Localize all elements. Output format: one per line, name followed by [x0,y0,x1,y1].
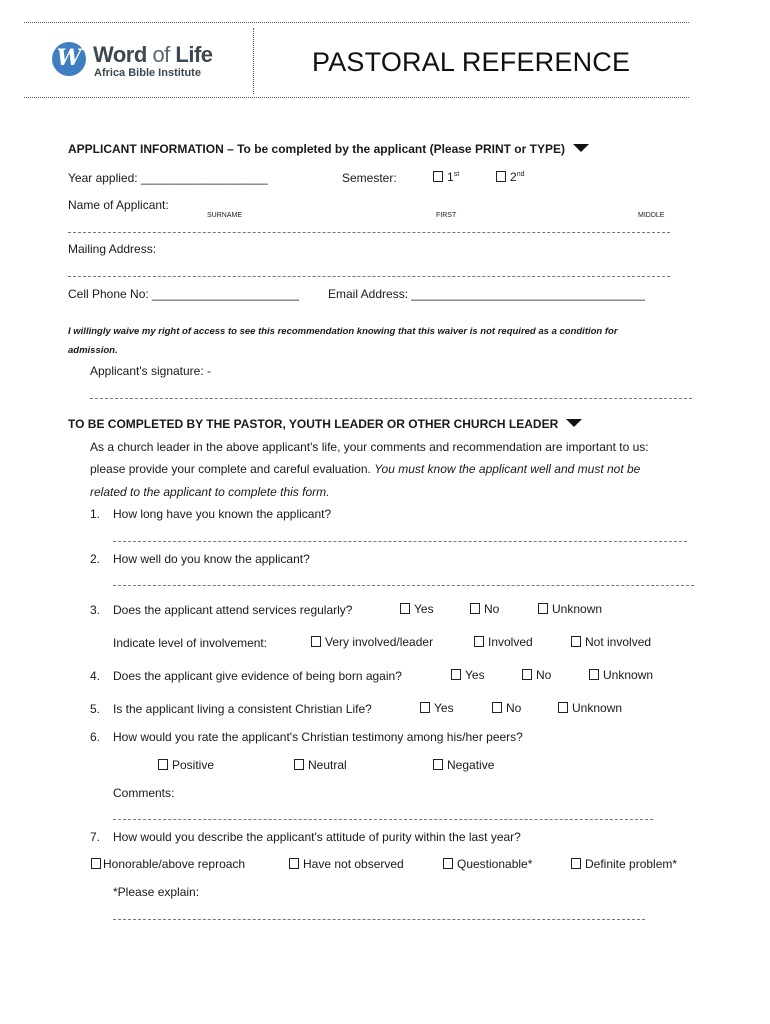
checkbox-icon[interactable] [433,171,443,182]
question-2-answer-line[interactable] [113,585,694,586]
checkbox-icon[interactable] [91,858,101,869]
page-title: PASTORAL REFERENCE [312,47,631,77]
q3-unknown-label: Unknown [552,602,603,616]
question-6-text: How would you rate the applicant's Christian testimony among his/her peers? [113,730,523,744]
question-4-text: Does the applicant give evidence of being born again? [113,669,402,683]
q5-unknown-label: Unknown [572,701,623,715]
semester-option-1[interactable] [433,170,459,184]
email-field[interactable]: Email Address: ___________________________________ [328,287,645,301]
q7-definite-problem-label: Definite problem* [585,857,678,871]
q6-option-neutral[interactable] [294,758,347,772]
semester-label: Semester: [342,171,397,185]
name-label: Name of Applicant: [68,198,169,212]
checkbox-icon[interactable] [492,702,502,713]
checkbox-icon[interactable] [451,669,461,680]
question-1-number: 1. [90,507,101,521]
checkbox-icon[interactable] [522,669,532,680]
surname-caption: SURNAME [207,212,243,219]
checkbox-icon[interactable] [433,759,443,770]
intro-line-2 [90,462,640,476]
semester-1-label: 1 [447,170,454,184]
q6-option-negative[interactable] [433,758,494,772]
question-1-answer-line[interactable] [113,541,687,542]
applicant-heading-text: APPLICANT INFORMATION – To be completed by the applicant (Please PRINT or TYPE) [68,142,565,156]
q7-questionable-label: Questionable* [457,857,533,871]
triangle-down-icon [566,419,582,427]
q7-option-definite-problem[interactable] [571,857,677,871]
q4-option-unknown[interactable] [589,668,653,682]
semester-1-sup: st [453,171,460,178]
intro-line-2-italic: You must know the applicant well and must not be [374,462,641,476]
question-5-number: 5. [90,702,101,716]
mailing-address-label: Mailing Address: [68,242,157,256]
q4-unknown-label: Unknown [603,668,654,682]
header-top-border [24,22,689,23]
checkbox-icon[interactable] [158,759,168,770]
q3-yes-label: Yes [414,602,434,616]
q5-option-no[interactable] [492,701,521,715]
q6-option-positive[interactable] [158,758,214,772]
logo-of: of [152,42,170,67]
semester-option-2[interactable] [496,170,524,184]
signature-line[interactable] [90,398,692,399]
q7-option-questionable[interactable] [443,857,532,871]
header-divider [253,28,254,94]
q3-no-label: No [484,602,500,616]
q5-no-label: No [506,701,522,715]
intro-line-2-plain: please provide your complete and careful evaluation. [90,462,371,476]
q7-honorable-label: Honorable/above reproach [103,857,246,871]
q4-no-label: No [536,668,552,682]
involvement-option-very[interactable] [311,635,433,649]
q3-option-yes[interactable] [400,602,434,616]
checkbox-icon[interactable] [420,702,430,713]
q6-positive-label: Positive [172,758,215,772]
q6-neutral-label: Neutral [308,758,347,772]
q7-not-observed-label: Have not observed [303,857,404,871]
checkbox-icon[interactable] [294,759,304,770]
logo-word: Word [93,42,147,67]
question-2-text: How well do you know the applicant? [113,552,310,566]
q7-option-not-observed[interactable] [289,857,404,871]
question-3-text: Does the applicant attend services regularly? [113,603,353,617]
name-input-line[interactable] [68,232,670,233]
checkbox-icon[interactable] [538,603,548,614]
logo-life: Life [175,42,213,67]
checkbox-icon[interactable] [474,636,484,647]
involvement-option-not[interactable] [571,635,651,649]
question-5-text: Is the applicant living a consistent Christian Life? [113,702,372,716]
q5-option-yes[interactable] [420,701,454,715]
question-1-text: How long have you known the applicant? [113,507,332,521]
logo-icon [52,42,86,76]
intro-line-1: As a church leader in the above applicant's life, your comments and recommendation are important to us: [90,440,649,454]
semester-2-label: 2 [510,170,517,184]
applicant-section-heading [68,142,589,156]
cell-phone-field[interactable]: Cell Phone No: ______________________ [68,287,299,301]
triangle-down-icon [573,144,589,152]
involvement-not-label: Not involved [585,635,652,649]
year-applied-label: Year applied: ___________________ [68,171,268,185]
checkbox-icon[interactable] [571,858,581,869]
q4-option-yes[interactable] [451,668,485,682]
q3-option-unknown[interactable] [538,602,602,616]
signature-label: Applicant's signature: - [90,364,212,378]
q3-option-no[interactable] [470,602,499,616]
comments-label: Comments: [113,786,175,800]
checkbox-icon[interactable] [496,171,506,182]
checkbox-icon[interactable] [571,636,581,647]
explain-line[interactable] [113,919,645,920]
checkbox-icon[interactable] [289,858,299,869]
q4-option-no[interactable] [522,668,551,682]
q7-option-honorable[interactable] [91,857,245,871]
q5-yes-label: Yes [434,701,454,715]
checkbox-icon[interactable] [589,669,599,680]
q4-yes-label: Yes [465,668,485,682]
pastor-heading-text: TO BE COMPLETED BY THE PASTOR, YOUTH LEADER OR OTHER CHURCH LEADER [68,417,559,431]
question-4-number: 4. [90,669,101,683]
intro-line-3: related to the applicant to complete this form. [90,485,330,499]
checkbox-icon[interactable] [558,702,568,713]
question-3-number: 3. [90,603,101,617]
logo-subtitle: Africa Bible Institute [94,67,201,79]
semester-2-sup: nd [516,171,525,178]
logo-name [93,42,213,68]
checkbox-icon[interactable] [470,603,480,614]
involvement-involved-label: Involved [488,635,533,649]
pastor-section-heading [68,417,582,431]
involvement-option-involved[interactable] [474,635,533,649]
waiver-text-line1: I willingly waive my right of access to see this recommendation knowing that this waiver is not required as a condition for [68,326,618,337]
header-bottom-border [24,97,689,98]
question-7-text: How would you describe the applicant's attitude of purity within the last year? [113,830,521,844]
checkbox-icon[interactable] [311,636,321,647]
checkbox-icon[interactable] [443,858,453,869]
q5-option-unknown[interactable] [558,701,622,715]
checkbox-icon[interactable] [400,603,410,614]
logo-letter: W [56,45,82,71]
mailing-address-line[interactable] [68,276,670,277]
year-applied-field[interactable] [68,171,268,185]
question-2-number: 2. [90,552,101,566]
comments-line[interactable] [113,819,653,820]
question-7-number: 7. [90,830,101,844]
waiver-text-line2: admission. [68,345,118,356]
q6-negative-label: Negative [447,758,495,772]
involvement-very-label: Very involved/leader [325,635,434,649]
middle-name-caption: MIDDLE [638,212,665,219]
explain-label: *Please explain: [113,885,200,899]
involvement-text: Indicate level of involvement: [113,636,268,650]
first-name-caption: FIRST [436,212,457,219]
question-6-number: 6. [90,730,101,744]
